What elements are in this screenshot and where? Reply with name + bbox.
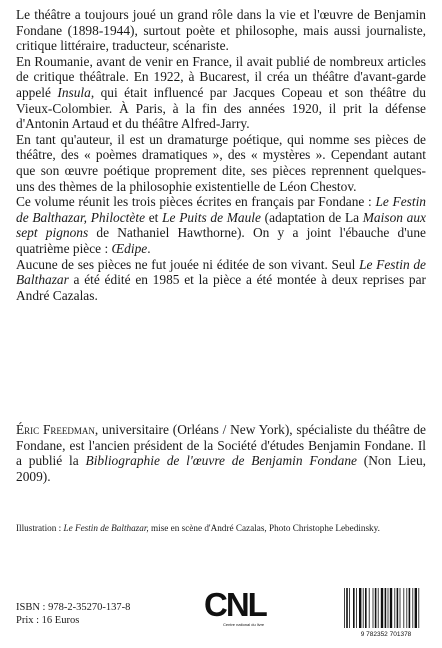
cnl-logo-subtitle: Centre national du livre (223, 622, 265, 627)
bibliography-title: Bibliographie de l'œuvre de Benjamin Fondane (85, 453, 357, 469)
p5-text-c: a été édité en 1985 et la pièce a été montée à deux reprises par André Cazalas. (16, 272, 426, 303)
description-text (16, 7, 426, 303)
cnl-logo-text: CNL (204, 586, 266, 623)
author-text-3: (Non Lieu, 2009). (16, 453, 426, 484)
paragraph-2-text-end: , qui était influencé par Jacques Copeau et son théâtre du Vieux-Colombier. À Paris, à la fin des années 1920, il prit la défense d'Antonin Artaud et du théâtre Alfred-Jarry. (16, 84, 426, 132)
paragraph-5 (16, 257, 426, 304)
cnl-logo (203, 586, 269, 636)
isbn-price-block (16, 601, 130, 627)
paragraph-3 (16, 132, 426, 194)
p4-title-puits: Le Puits de Maule (162, 209, 261, 225)
p4-text-c: et (145, 209, 163, 225)
illustration-caption (16, 522, 426, 534)
p4-text-g: de Nathaniel Hawthorne). On y a joint l'ébauche d'une quatrième pièce : (16, 225, 426, 256)
p4-text-i: . (147, 240, 151, 256)
paragraph-1-text: Le théâtre a toujours joué un grand rôle dans la vie et l'œuvre de Benjamin Fondane (1898-1944), surtout poète et philosophe, mais aussi journaliste, critique littéraire, traducteur, scénariste. (16, 7, 426, 54)
paragraph-2-text: En Roumanie, avant de venir en France, il avait publié de nombreux articles de critique théâtrale. En 1922, à Bucarest, il créa un théâtre d'avant-garde appelé (16, 53, 426, 100)
barcode-digits: 9 782352 701378 (360, 631, 412, 638)
author-bio (16, 422, 426, 484)
paragraph-3-text: En tant qu'auteur, il est un dramaturge poétique, qui nomme ses pièces de théâtre, des « poèmes dramatiques », des « mystères ». Cependant autant que son œuvre poétique proprement dite, ses pièces reprennent quelques-uns des thèmes de la philosophie existentielle de Léon Chestov. (16, 131, 426, 194)
p4-text-a: Ce volume réunit les trois pièces écrites en français par Fondane : (16, 194, 376, 210)
price: Prix : 16 Euros (16, 615, 80, 626)
author-text-1: , universitaire (Orléans / New York), spécialiste du théâtre de Fondane, est l'ancien président de la Société d'études Benjamin Fondane. Il a publié la (16, 422, 426, 469)
isbn: ISBN : 978-2-35270-137-8 (16, 602, 131, 613)
barcode-bars (344, 588, 419, 628)
author-name: Éric Freedman (16, 422, 95, 437)
paragraph-2 (16, 54, 426, 132)
p4-text-e: (adaptation de La (260, 209, 363, 225)
p5-title-festin: Le Festin de Balthazar (16, 256, 426, 288)
p4-title-oedipe: Œdipe (111, 240, 148, 256)
barcode (340, 586, 432, 638)
p4-title-maison: Maison aux sept pignons (16, 209, 426, 241)
paragraph-1 (16, 7, 426, 54)
paragraph-4 (16, 194, 426, 256)
caption-credit: mise en scène d'André Cazalas, Photo Christophe Lebedinsky. (148, 523, 380, 533)
author-paragraph (16, 422, 426, 484)
p5-text-a: Aucune de ses pièces ne fut jouée ni éditée de son vivant. Seul (16, 256, 360, 272)
p4-title-festin: Le Festin de Balthazar, Philoctète (16, 194, 426, 225)
caption-title: Le Festin de Balthazar, (63, 523, 149, 533)
caption-label: Illustration : (16, 523, 64, 533)
insula-title: Insula (57, 84, 91, 100)
